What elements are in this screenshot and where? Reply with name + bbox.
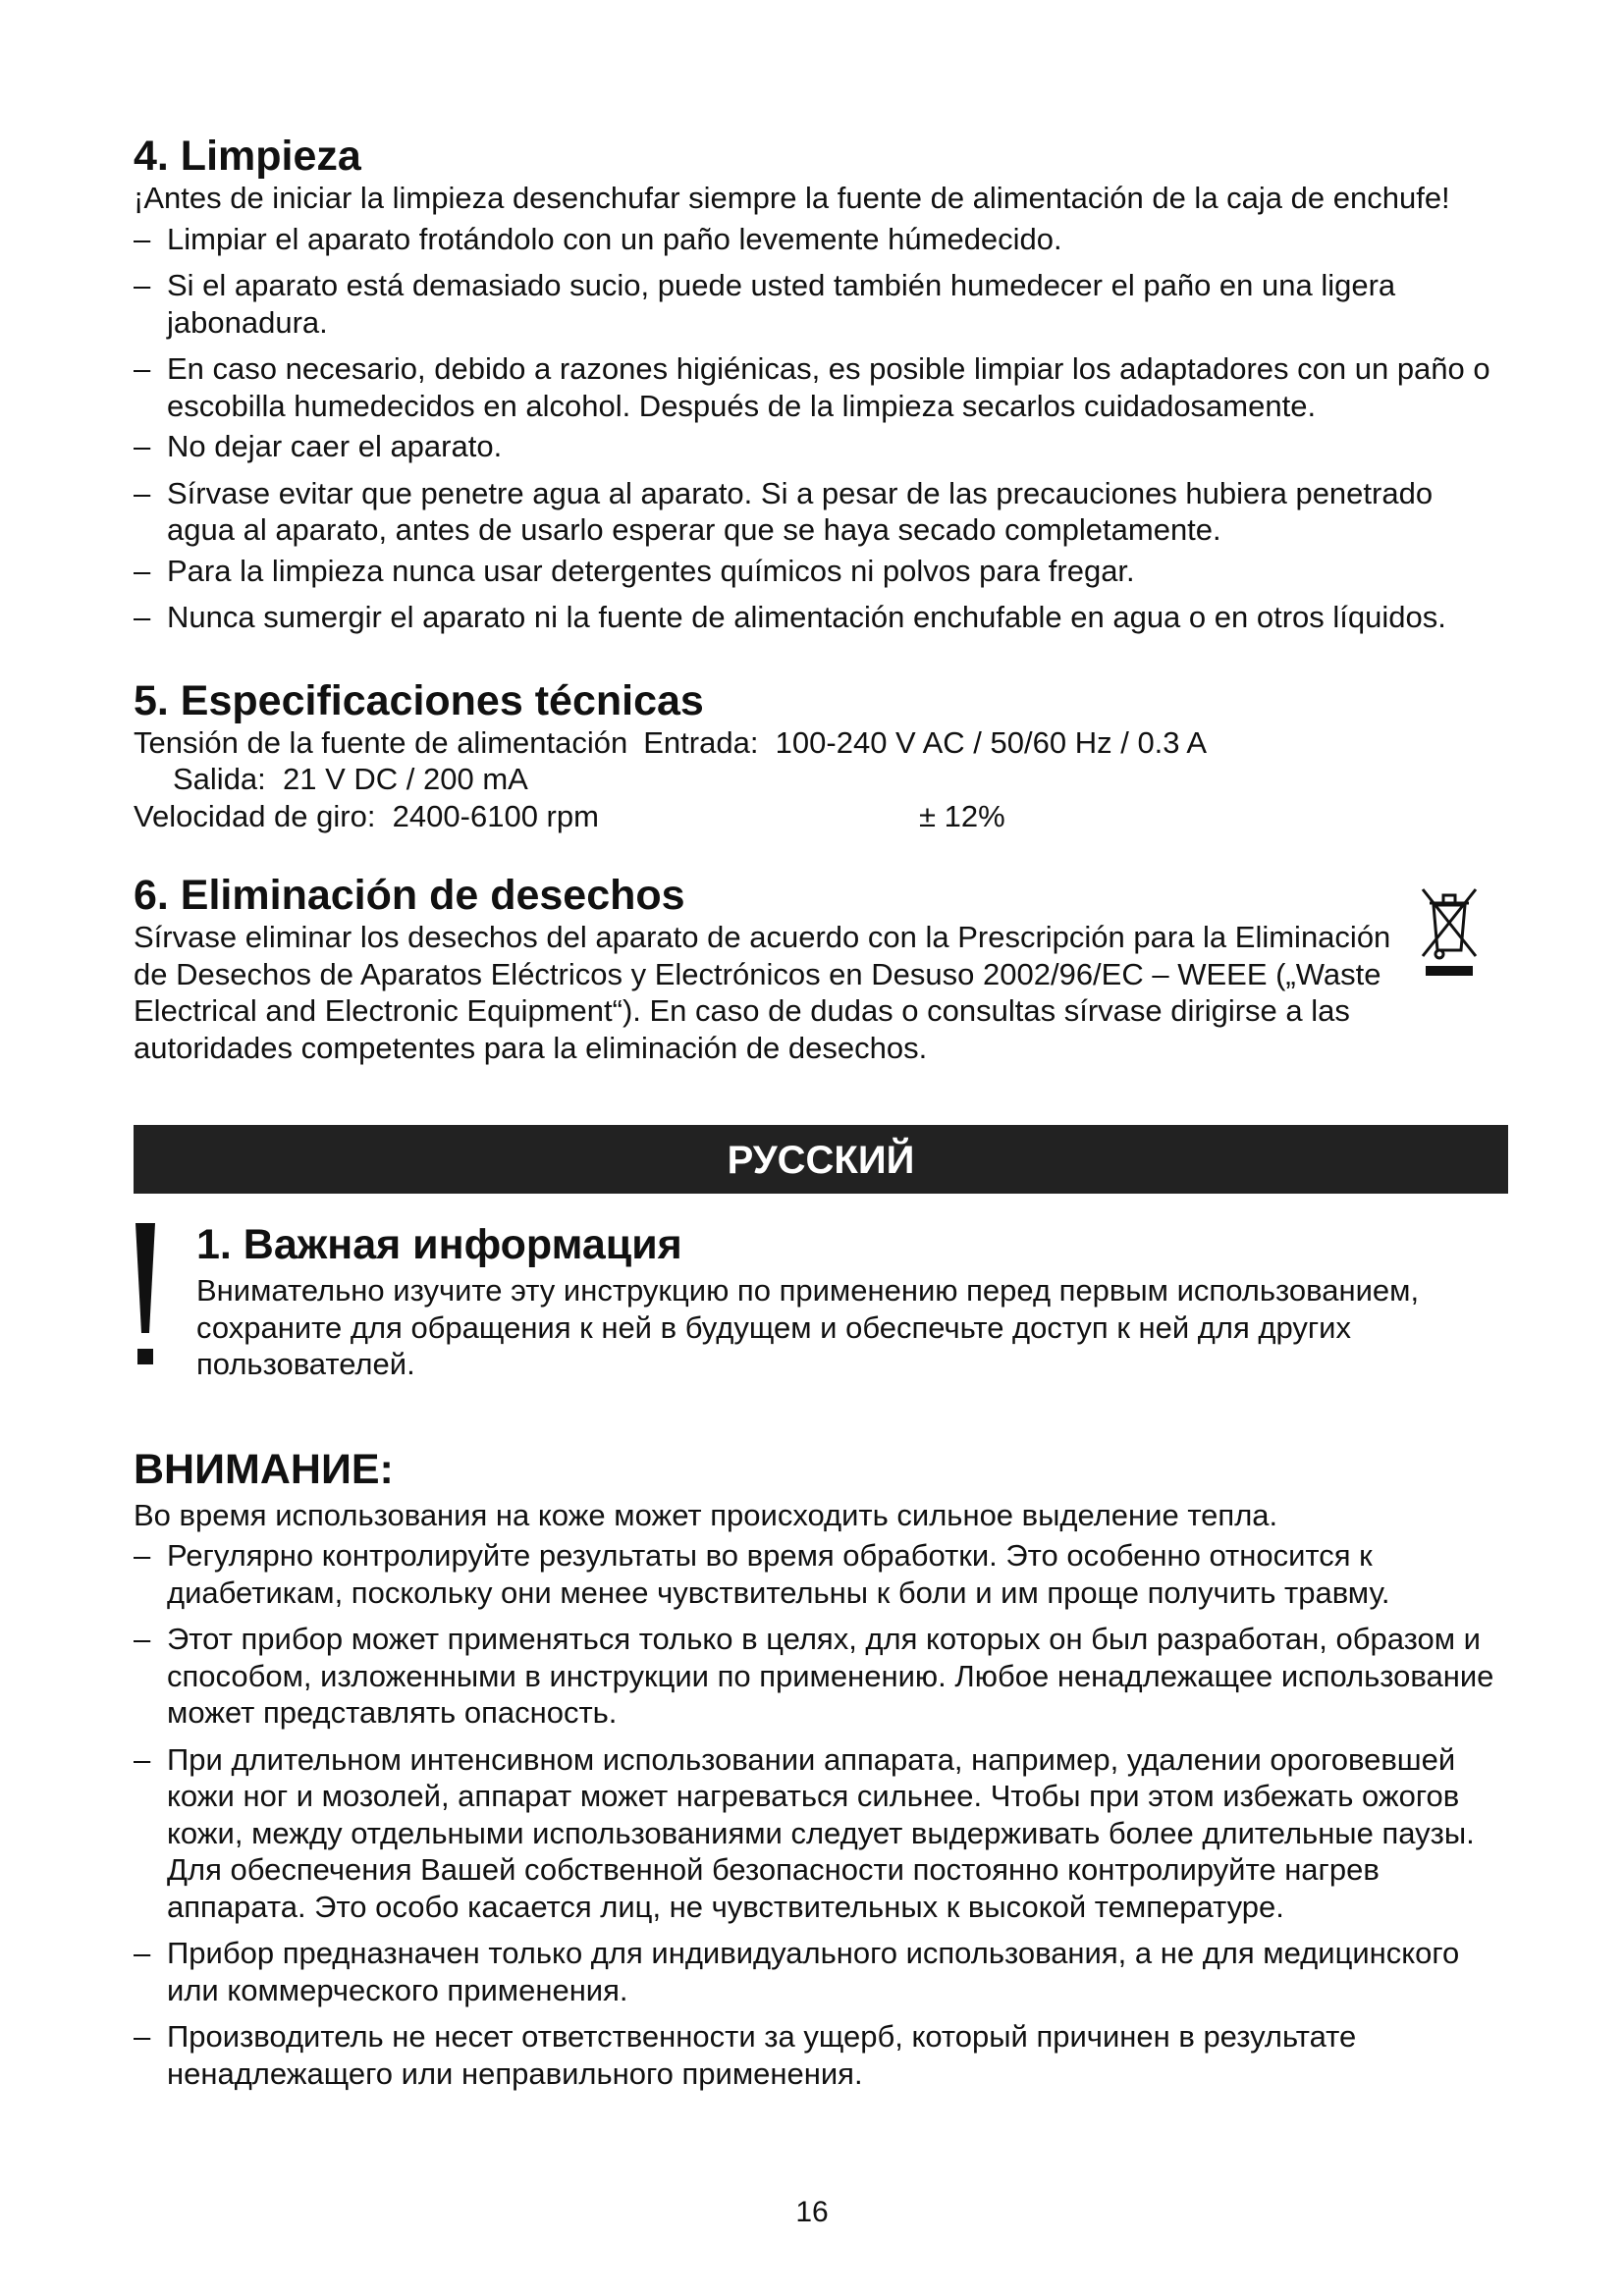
section-title-cleaning: 4. Limpieza bbox=[134, 133, 361, 180]
spec-tolerance: ± 12% bbox=[919, 798, 1005, 833]
cleaning-intro: ¡Antes de iniciar la limpieza desenchufar siempre la fuente de alimentación de la caja de enchufe! bbox=[134, 181, 1450, 215]
section-title-specs: 5. Especificaciones técnicas bbox=[134, 676, 704, 724]
list-item: – Sírvase evitar que penetre agua al aparato. Si a pesar de las precauciones hubiera penetrado agua al aparato, antes de usarlo esperar que se haya secado completamente. bbox=[134, 475, 1508, 549]
list-item: – Para la limpieza nunca usar detergentes químicos ni polvos para fregar. bbox=[134, 553, 1508, 590]
exclamation-icon bbox=[134, 1223, 157, 1370]
section-important-info bbox=[134, 1221, 1508, 1383]
spec-psu-label: Tensión de la fuente de alimentación bbox=[134, 724, 628, 760]
section-title-disposal: 6. Eliminación de desechos bbox=[134, 872, 685, 919]
spec-speed: Velocidad de giro: 2400-6100 rpm bbox=[134, 798, 599, 833]
list-item: – Прибор предназначен только для индивидуального использования, а не для медицинского или коммерческого применения. bbox=[134, 1935, 1508, 2008]
cleaning-list bbox=[134, 221, 1508, 636]
list-item: – При длительном интенсивном использовании аппарата, например, удалении ороговевшей кожи ног и мозолей, аппарат может нагреваться сильнее. Чтобы при этом избежать ожогов кожи, между отдельными использованиями следует выдерживать более длительные паузы. Для обеспечения Вашей собственной безопасности постоянно контролируйте нагрев аппарата. Это особо касается лиц, не чувствительных к высокой температуре. bbox=[134, 1741, 1508, 1926]
list-item: – Производитель не несет ответственности за ущерб, который причинен в результате ненадлежащего или неправильного применения. bbox=[134, 2018, 1508, 2092]
list-item: – En caso necesario, debido a razones higiénicas, es posible limpiar los adaptadores con un paño o escobilla humedecidos en alcohol. Después de la limpieza secarlos cuidadosamente. bbox=[134, 350, 1508, 424]
section-title-important: 1. Важная информация bbox=[196, 1221, 682, 1268]
section-specs bbox=[134, 677, 1508, 835]
language-banner: РУССКИЙ bbox=[134, 1125, 1508, 1194]
spec-input: Entrada: 100-240 V AC / 50/60 Hz / 0.3 A bbox=[643, 724, 1208, 760]
list-item: – Регулярно контролируйте результаты во время обработки. Это особенно относится к диабетикам, поскольку они менее чувствительны к боли и им проще получить травму. bbox=[134, 1537, 1508, 1611]
page-content bbox=[134, 133, 1508, 2092]
list-item: – Si el aparato está demasiado sucio, puede usted también humedecer el paño en una ligera jabonadura. bbox=[134, 267, 1508, 341]
attention-intro: Во время использования на коже может происходить сильное выделение тепла. bbox=[134, 1497, 1278, 1532]
page-number: 16 bbox=[795, 2196, 829, 2228]
spec-psu-row bbox=[134, 724, 1508, 762]
section-attention bbox=[134, 1446, 1508, 2093]
list-item: – Limpiar el aparato frotándolo con un paño levemente húmedecido. bbox=[134, 221, 1508, 258]
list-item: – Nunca sumergir el aparato ni la fuente de alimentación enchufable en agua o en otros líquidos. bbox=[134, 599, 1508, 636]
spec-speed-row bbox=[134, 798, 1508, 835]
attention-list bbox=[134, 1537, 1508, 2092]
list-item: – Этот прибор может применяться только в целях, для которых он был разработан, образом и способом, изложенными в инструкции по применению. Любое ненадлежащее использование может представлять опасность. bbox=[134, 1621, 1508, 1732]
important-text: Внимательно изучите эту инструкцию по применению перед первым использованием, сохраните для обращения к ней в будущем и обеспечьте доступ к ней для других пользователей. bbox=[196, 1273, 1420, 1381]
section-disposal bbox=[134, 872, 1508, 1066]
section-cleaning bbox=[134, 133, 1508, 636]
weee-bin-icon bbox=[1420, 881, 1479, 980]
spec-output: Salida: 21 V DC / 200 mA bbox=[173, 762, 528, 796]
list-item: – No dejar caer el aparato. bbox=[134, 428, 1508, 465]
section-title-attention: ВНИМАНИЕ: bbox=[134, 1445, 394, 1493]
disposal-text: Sírvase eliminar los desechos del aparato de acuerdo con la Prescripción para la Eliminación de Desechos de Aparatos Eléctricos y Electrónicos en Desuso 2002/96/EC – WEEE („Waste Electrical and Electronic Equipment“). En caso de dudas o consultas sírvase dirigirse a las autoridades competentes para la eliminación de desechos. bbox=[134, 920, 1391, 1065]
